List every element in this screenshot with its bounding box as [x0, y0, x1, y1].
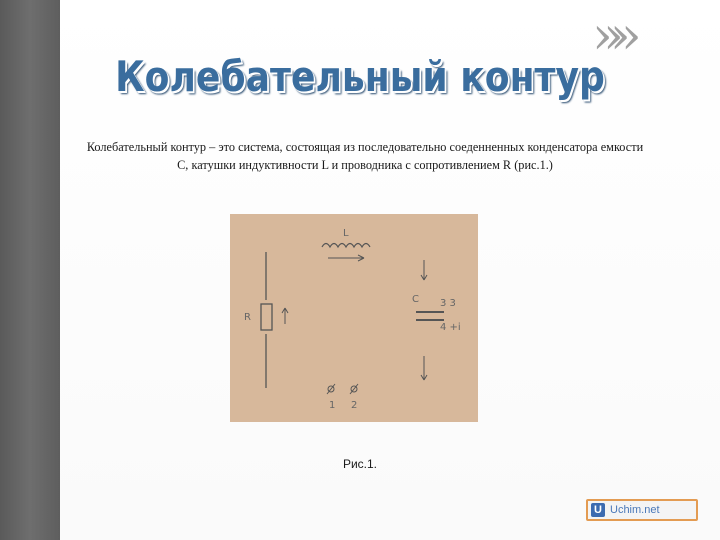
chevrons-decoration: »» [592, 6, 628, 66]
plate-bottom-label: 4 +i [440, 322, 461, 333]
uchim-logo-icon: U [591, 503, 605, 517]
inductor-label: L [343, 228, 349, 239]
plate-top-label: 3 3 [440, 298, 456, 309]
uchim-watermark-link[interactable] [586, 499, 698, 521]
slide-description: Колебательный контур – это система, состоящая из последовательно соеденненных конденсатора емкости С, катушки индуктивности L и проводника с сопротивлением R (рис.1.) [86, 140, 644, 172]
resistor-label: R [244, 312, 251, 323]
watermark-text: Uchim.net [610, 504, 660, 516]
slide-title: Колебательный контур [115, 52, 605, 101]
terminal-1-label: 1 [329, 400, 336, 411]
figure-caption: Рис.1. [342, 457, 378, 471]
circuit-figure [230, 214, 478, 422]
resistor [261, 304, 272, 330]
terminal-2-label: 2 [351, 400, 358, 411]
circuit-diagram [230, 214, 478, 422]
inductor-coil [322, 244, 370, 248]
capacitor-label: C [412, 294, 419, 305]
